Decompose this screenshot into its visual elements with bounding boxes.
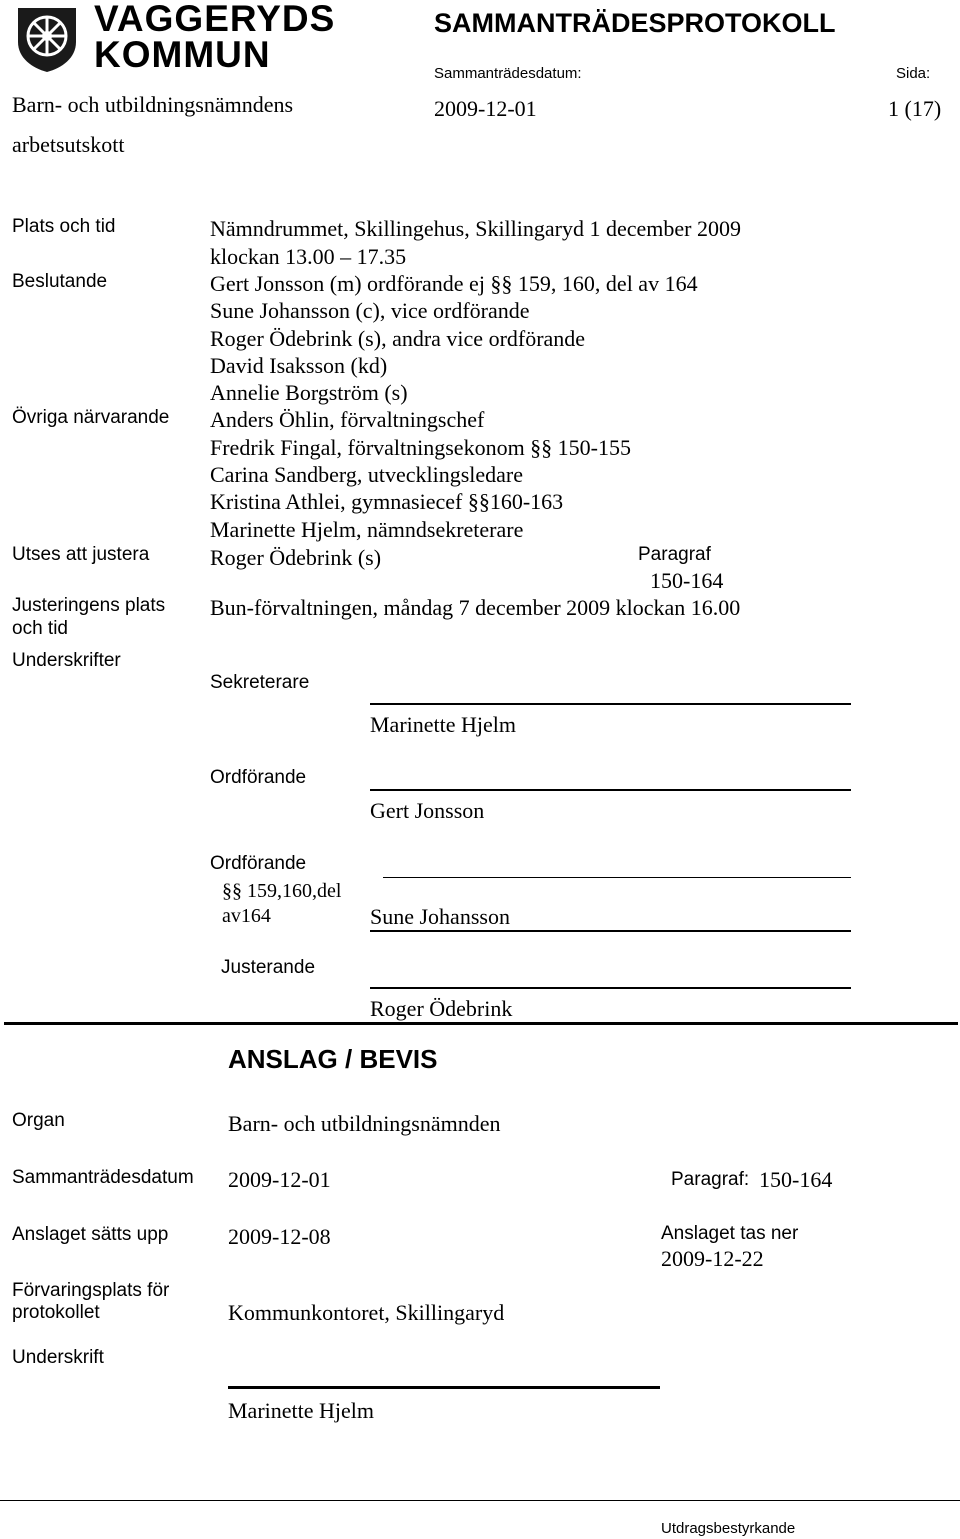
anslag-paragraph-label: Paragraf: — [671, 1169, 750, 1190]
organ-label: Organ — [12, 1110, 65, 1131]
signature-role-note: av164 — [222, 905, 271, 927]
storage-label: Förvaringsplats för — [12, 1280, 170, 1301]
document-type: SAMMANTRÄDESPROTOKOLL — [434, 8, 836, 38]
signatures-label: Underskrifter — [12, 650, 121, 671]
signature-name: Gert Jonsson — [370, 798, 485, 823]
page-label: Sida: — [896, 65, 931, 82]
adjuster-label: Utses att justera — [12, 544, 150, 565]
posted-value: 2009-12-08 — [228, 1224, 331, 1249]
place-time: klockan 13.00 – 17.35 — [210, 244, 407, 269]
signature-line — [383, 877, 851, 878]
deciding-member: Gert Jonsson (m) ordförande ej §§ 159, 160, del av 164 — [210, 271, 698, 296]
adjust-place-value: Bun-förvaltningen, måndag 7 december 2009 klockan 16.00 — [210, 595, 741, 620]
logo-line-2: KOMMUN — [94, 34, 271, 75]
signature-role-chair: Ordförande — [210, 767, 307, 788]
anslag-signature-name: Marinette Hjelm — [228, 1398, 375, 1423]
signature-line — [228, 1386, 660, 1389]
signature-line — [370, 987, 851, 989]
deciding-label: Beslutande — [12, 271, 108, 292]
other-attendee: Carina Sandberg, utvecklingsledare — [210, 462, 523, 487]
other-attendee: Kristina Athlei, gymnasiecef §§160-163 — [210, 489, 564, 514]
meeting-date-value: 2009-12-01 — [228, 1167, 331, 1192]
signature-name: Sune Johansson — [370, 904, 510, 929]
signature-label: Underskrift — [12, 1347, 104, 1368]
signature-role-note: §§ 159,160,del — [222, 880, 342, 902]
signature-role-secretary: Sekreterare — [210, 672, 310, 693]
deciding-member: Roger Ödebrink (s), andra vice ordförande — [210, 326, 586, 351]
place-label: Plats och tid — [12, 216, 116, 237]
removed-label: Anslaget tas ner — [661, 1223, 799, 1244]
municipality-crest-icon — [12, 4, 82, 74]
page-value: 1 (17) — [888, 96, 942, 121]
anslag-paragraph-value: 150-164 — [759, 1167, 833, 1192]
deciding-member: David Isaksson (kd) — [210, 353, 388, 378]
removed-value: 2009-12-22 — [661, 1246, 764, 1271]
extract-certification-label: Utdragsbestyrkande — [661, 1520, 796, 1537]
date-value: 2009-12-01 — [434, 96, 537, 121]
date-label: Sammanträdesdatum: — [434, 65, 582, 82]
body-name: Barn- och utbildningsnämndens — [12, 92, 294, 117]
paragraph-label: Paragraf — [638, 544, 711, 565]
place-value: Nämndrummet, Skillingehus, Skillingaryd 1 december 2009 — [210, 216, 741, 241]
meeting-date-label: Sammanträdesdatum — [12, 1167, 194, 1188]
adjuster-value: Roger Ödebrink (s) — [210, 545, 382, 570]
deciding-member: Sune Johansson (c), vice ordförande — [210, 298, 530, 323]
body-name-line-2: arbetsutskott — [12, 132, 125, 157]
footer-divider — [0, 1500, 960, 1501]
anslag-title: ANSLAG / BEVIS — [228, 1044, 438, 1074]
signature-role-chair: Ordförande — [210, 853, 307, 874]
signature-line — [370, 703, 851, 705]
deciding-member: Annelie Borgström (s) — [210, 380, 408, 405]
logo-line-1: VAGGERYDS — [94, 0, 336, 39]
signature-role-adjuster: Justerande — [221, 957, 316, 978]
signature-name: Roger Ödebrink — [370, 996, 513, 1021]
signature-line — [370, 930, 851, 932]
adjust-place-label: Justeringens plats — [12, 595, 166, 616]
storage-value: Kommunkontoret, Skillingaryd — [228, 1300, 505, 1325]
storage-label-line-2: protokollet — [12, 1302, 100, 1323]
paragraph-value: 150-164 — [650, 568, 724, 593]
posted-label: Anslaget sätts upp — [12, 1224, 169, 1245]
adjust-place-label-line-2: och tid — [12, 618, 68, 639]
other-attendee: Anders Öhlin, förvaltningschef — [210, 407, 485, 432]
section-divider — [4, 1022, 958, 1025]
other-attendee: Fredrik Fingal, förvaltningsekonom §§ 150-155 — [210, 435, 632, 460]
signature-name: Marinette Hjelm — [370, 712, 517, 737]
organ-value: Barn- och utbildningsnämnden — [228, 1111, 501, 1136]
other-attendee: Marinette Hjelm, nämndsekreterare — [210, 517, 524, 542]
signature-line — [370, 789, 851, 791]
others-label: Övriga närvarande — [12, 407, 170, 428]
